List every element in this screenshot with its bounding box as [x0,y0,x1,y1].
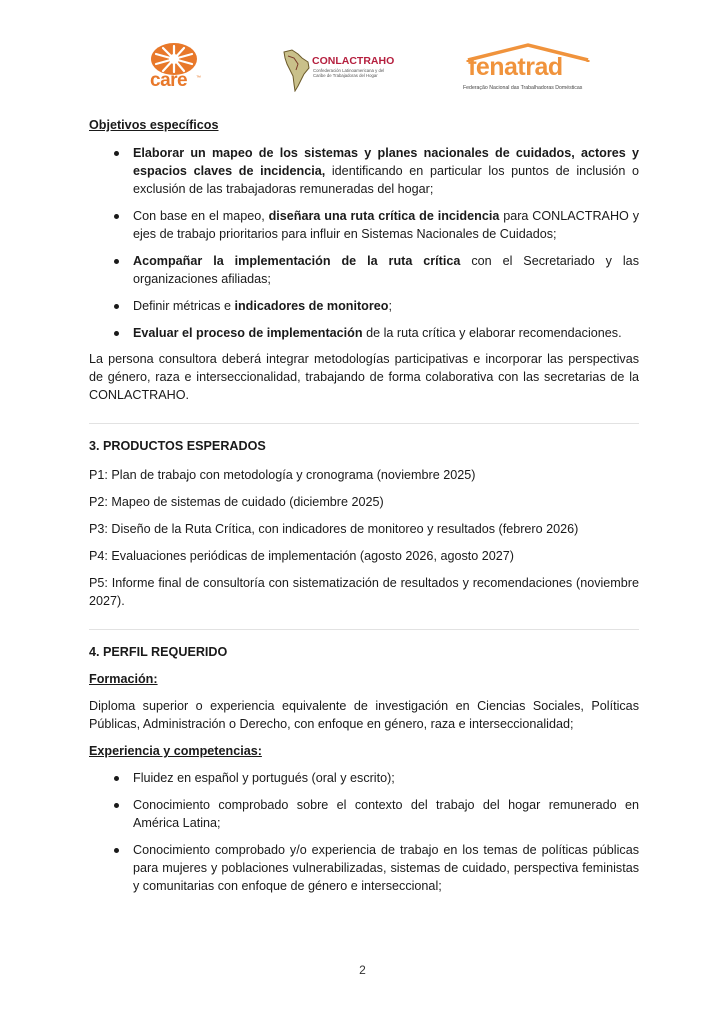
care-logo [148,42,208,102]
objetivo-item [89,144,639,198]
bullet-icon [114,259,119,264]
conlactraho-logo-title: CONLACTRAHO [312,55,395,67]
document-body [89,116,639,895]
objetivo-text: para CONLACTRAHO y ejes de trabajo prioritarios para influir en Sistemas Nacionales de Cuidados; [133,209,640,241]
bullet-icon [114,776,119,781]
bullet-icon [114,331,119,336]
objetivo-text: con el Secretariado y las organizaciones afiliadas; [133,254,639,286]
experiencia-text: Fluidez en español y portugués (oral y escrito); [133,771,395,785]
objetivo-item [89,207,639,243]
objetivo-item [89,324,639,342]
objetivo-text: Definir métricas e [133,299,235,313]
perfil-heading: 4. PERFIL REQUERIDO [89,645,228,659]
conlactraho-logo [282,48,422,98]
page-header [0,30,725,105]
bullet-icon [114,214,119,219]
objetivo-text: Con base en el mapeo, [133,209,269,223]
experiencia-text: Conocimiento comprobado y/o experiencia de trabajo en los temas de políticas públicas para mujeres y poblaciones vulnerabilizadas, sistemas de cuidado, perspectiva feministas y comunitarias con enfoque de género e interseccional; [133,843,639,893]
producto-item: P1: Plan de trabajo con metodología y cronograma (noviembre 2025) [89,468,476,482]
objetivo-bold: diseñara una ruta crítica de incidencia [268,209,500,223]
producto-item: P4: Evaluaciones periódicas de implementación (agosto 2026, agosto 2027) [89,549,514,563]
productos-heading: 3. PRODUCTOS ESPERADOS [89,439,266,453]
bullet-icon [114,803,119,808]
producto-item: P5: Informe final de consultoría con sistematización de resultados y recomendaciones (noviembre 2027). [89,576,639,608]
objetivo-bold: Elaborar un mapeo de los sistemas y planes nacionales de cuidados, actores y espacios claves de incidencia, [133,146,639,178]
objetivo-bold: indicadores de monitoreo [234,299,389,313]
experiencia-heading: Experiencia y competencias: [89,744,262,758]
formacion-heading: Formación: [89,672,158,686]
formacion-text: Diploma superior o experiencia equivalente de investigación en Ciencias Sociales, Políticas Públicas, Administración o Derecho, con enfoque en género, raza e interseccionalidad; [89,699,639,731]
care-trademark: ™ [196,75,201,81]
fenatrad-logo-title: fenatrad [468,53,563,81]
objetivo-bold: Evaluar el proceso de implementación [133,326,363,340]
section-divider [89,629,639,630]
section-divider [89,423,639,424]
objetivo-text: ; [388,299,392,313]
bullet-icon [114,848,119,853]
objetivo-item [89,297,639,315]
objetivo-item [89,252,639,288]
objetivos-heading: Objetivos específicos [89,118,219,132]
fenatrad-logo [462,42,622,102]
experiencia-list [89,769,639,895]
objetivo-bold: Acompañar la implementación de la ruta crítica [133,254,461,268]
fenatrad-logo-subtitle: Federação Nacional das Trabalhadoras Domésticas [463,85,583,91]
experiencia-text: Conocimiento comprobado sobre el contexto del trabajo del hogar remunerado en América Latina; [133,798,639,830]
latin-america-map-icon [282,48,312,92]
objetivo-text: de la ruta crítica y elaborar recomendaciones. [362,326,622,340]
objetivo-text: identificando en particular los puntos de inclusión o exclusión de las trabajadoras remuneradas del hogar; [133,164,639,196]
producto-item: P2: Mapeo de sistemas de cuidado (diciembre 2025) [89,495,384,509]
conlactraho-logo-subtitle: Confederación Latinoamericana y del Caribe de Trabajadoras del Hogar [313,68,385,78]
bullet-icon [114,304,119,309]
experiencia-item [89,796,639,832]
objetivos-paragraph: La persona consultora deberá integrar metodologías participativas e incorporar las perspectivas de género, raza e interseccionalidad, trabajando de forma colaborativa con las secretarias de la CONLACTRAHO. [89,352,639,402]
producto-item: P3: Diseño de la Ruta Crítica, con indicadores de monitoreo y resultados (febrero 2026) [89,522,579,536]
experiencia-item [89,769,639,787]
bullet-icon [114,151,119,156]
page-number: 2 [359,963,366,977]
productos-list [89,466,639,610]
experiencia-item [89,841,639,895]
care-logo-text: care [150,70,188,91]
objetivos-list [89,144,639,342]
